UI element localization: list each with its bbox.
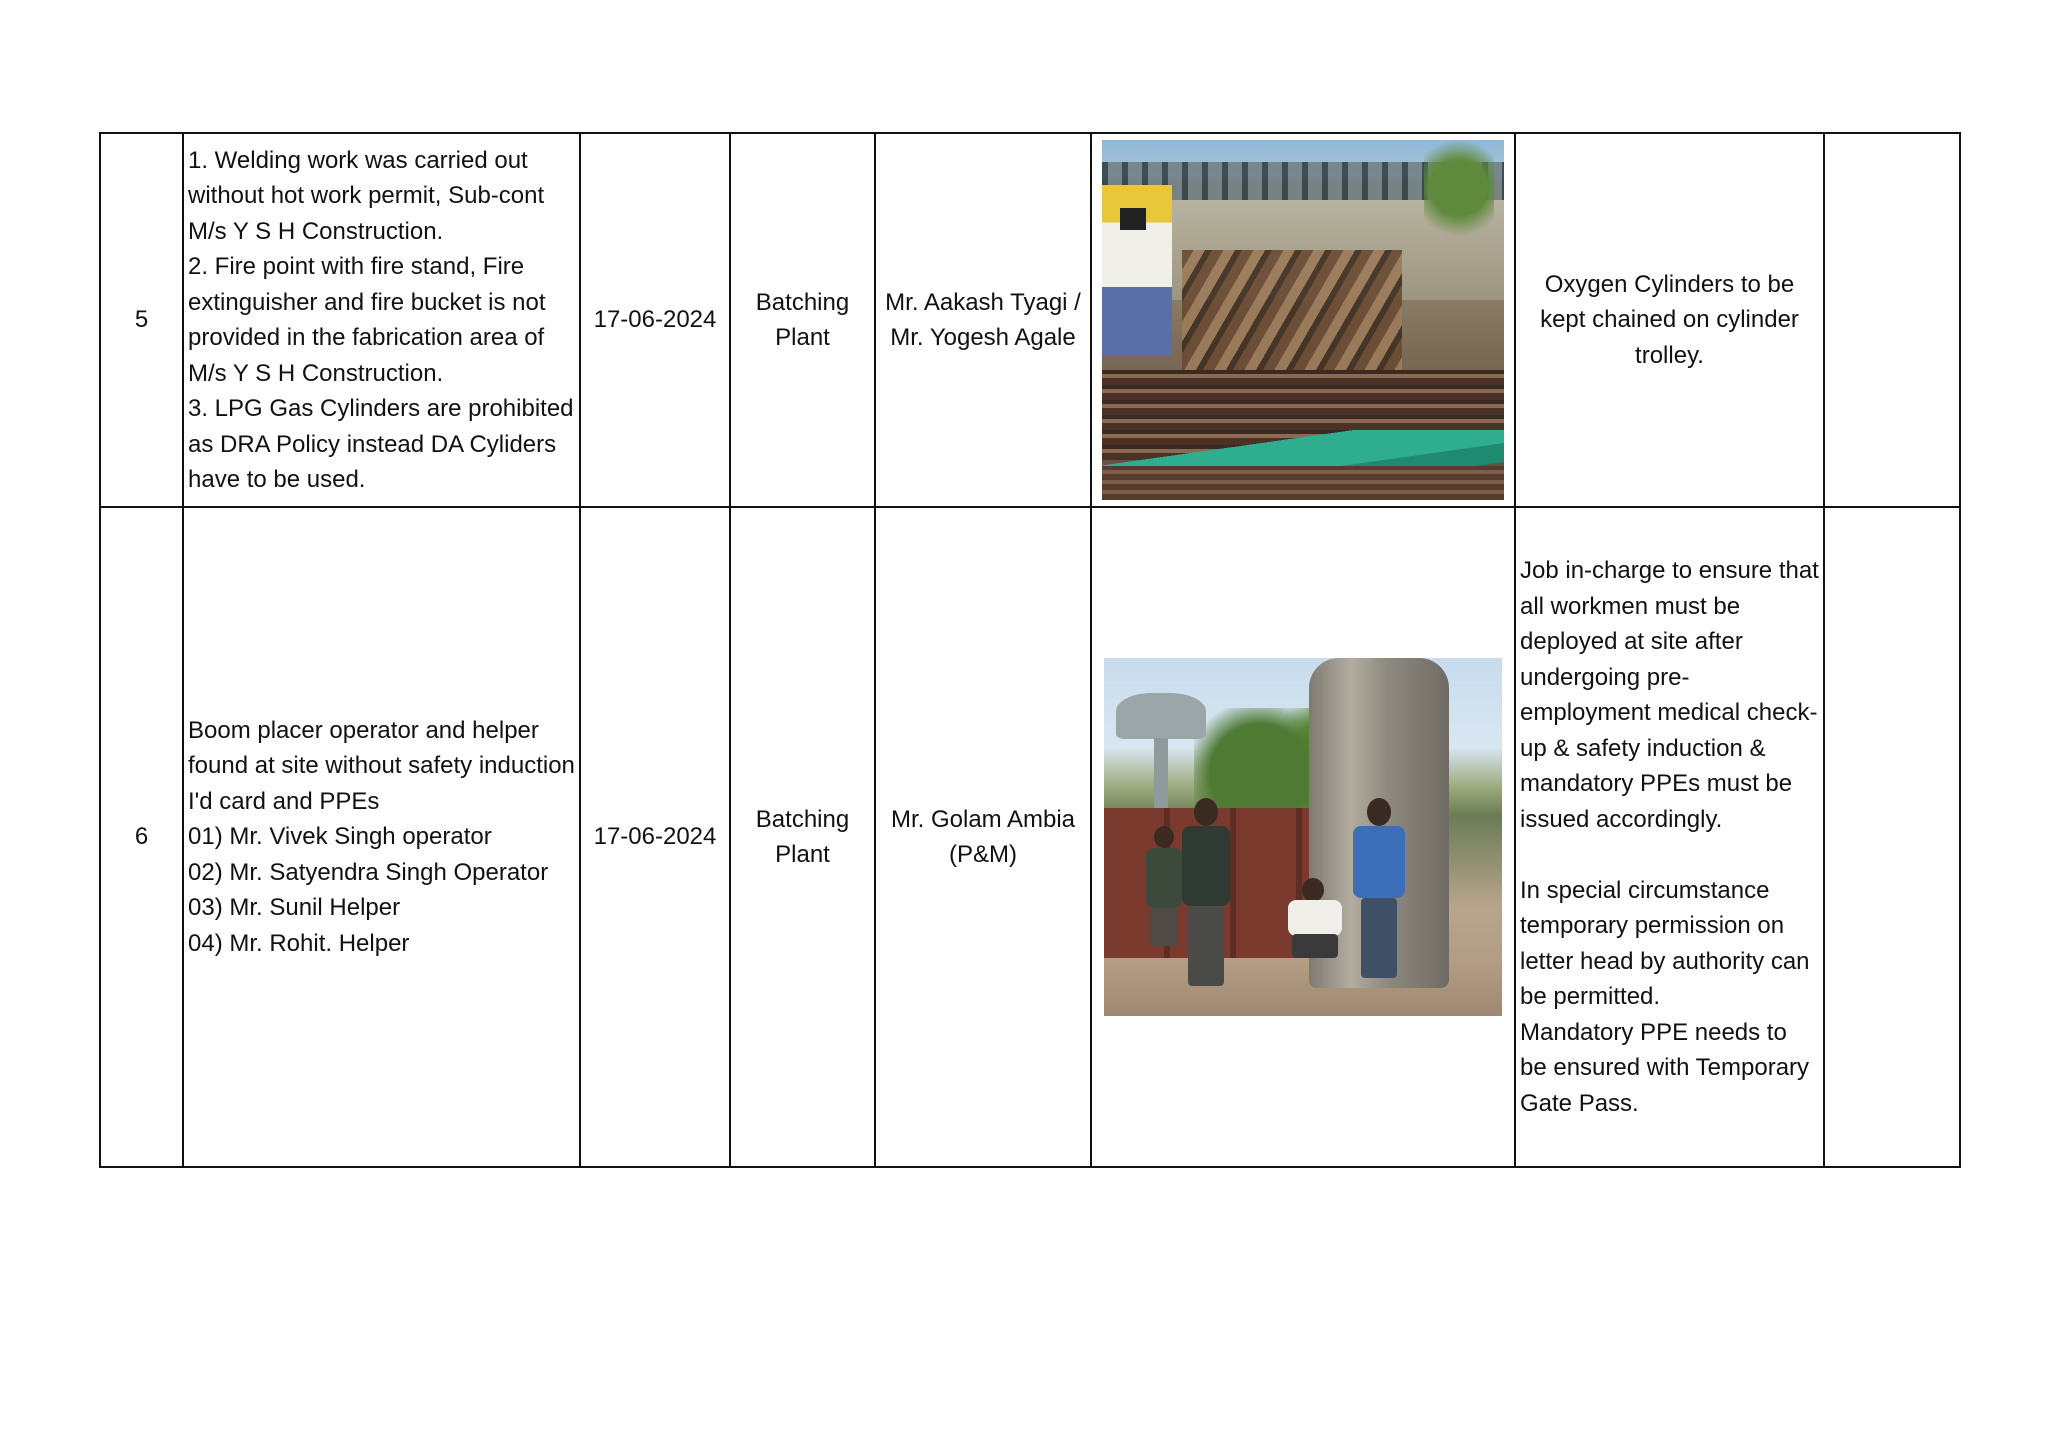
observation-text: 1. Welding work was carried out without hot work permit, Sub-cont M/s Y S H Construction. 2. Fire point with fire stand, Fire extinguisher and fire bucket is not provided in the fabrication area of M/s Y S H Construction. 3. LPG Gas Cylinders are prohibited as DRA Policy instead DA Cyliders have to be used. <box>188 146 574 493</box>
serial-number: 5 <box>134 306 149 334</box>
date-cell <box>580 133 730 507</box>
recommendation-cell <box>1515 507 1824 1167</box>
photo-ground <box>1102 466 1504 500</box>
location-cell <box>730 133 875 507</box>
responsible-cell <box>875 133 1091 507</box>
photo-cell <box>1091 133 1515 507</box>
photo-water-tower <box>1116 693 1206 739</box>
photo-cell <box>1091 507 1515 1167</box>
recommendation-cell <box>1515 133 1824 507</box>
location-text: Batching Plant <box>755 805 850 868</box>
photo-worker <box>1349 798 1409 983</box>
recommendation-text: Oxygen Cylinders to be kept chained on cylinder trolley. <box>1540 270 1799 369</box>
photo-worker <box>1144 826 1184 946</box>
observation-cell <box>183 507 580 1167</box>
serial-number-cell <box>100 133 183 507</box>
responsible-person: Mr. Aakash Tyagi / Mr. Yogesh Agale <box>885 288 1081 351</box>
table-row <box>100 507 1960 1167</box>
observation-table <box>99 132 1961 1168</box>
observation-text: Boom placer operator and helper found at site without safety induction I'd card and PPEs 01) Mr. Vivek Singh operator 02) Mr. Satyendra Singh Operator 03) Mr. Sunil Helper 04) Mr. Rohit. Helper <box>188 716 575 957</box>
observation-date: 17-06-2024 <box>593 306 717 334</box>
photo-tree <box>1424 140 1494 260</box>
photo-worker <box>1284 878 1344 958</box>
responsible-cell <box>875 507 1091 1167</box>
location-cell <box>730 507 875 1167</box>
location-text: Batching Plant <box>755 288 850 351</box>
serial-number-cell <box>100 507 183 1167</box>
observation-date: 17-06-2024 <box>593 823 717 851</box>
photo-worker <box>1176 798 1236 988</box>
site-photo-fabrication-area <box>1102 140 1504 500</box>
table-row <box>100 133 1960 507</box>
remarks-cell <box>1824 133 1960 507</box>
photo-signboard-mark <box>1120 208 1146 230</box>
date-cell <box>580 507 730 1167</box>
remarks-cell <box>1824 507 1960 1167</box>
photo-scrap-wood <box>1182 250 1402 390</box>
site-photo-workers <box>1104 658 1502 1016</box>
observation-cell <box>183 133 580 507</box>
responsible-person: Mr. Golam Ambia (P&M) <box>890 805 1076 868</box>
serial-number: 6 <box>134 823 149 851</box>
recommendation-text: Job in-charge to ensure that all workmen must be deployed at site after undergoing pre-employment medical check-up & safety induction & mandatory PPEs must be issued accordingly. In special circumstance temporary permission on letter head by authority can be permitted. Mandatory PPE needs to be ensured with Temporary Gate Pass. <box>1520 557 1819 1117</box>
